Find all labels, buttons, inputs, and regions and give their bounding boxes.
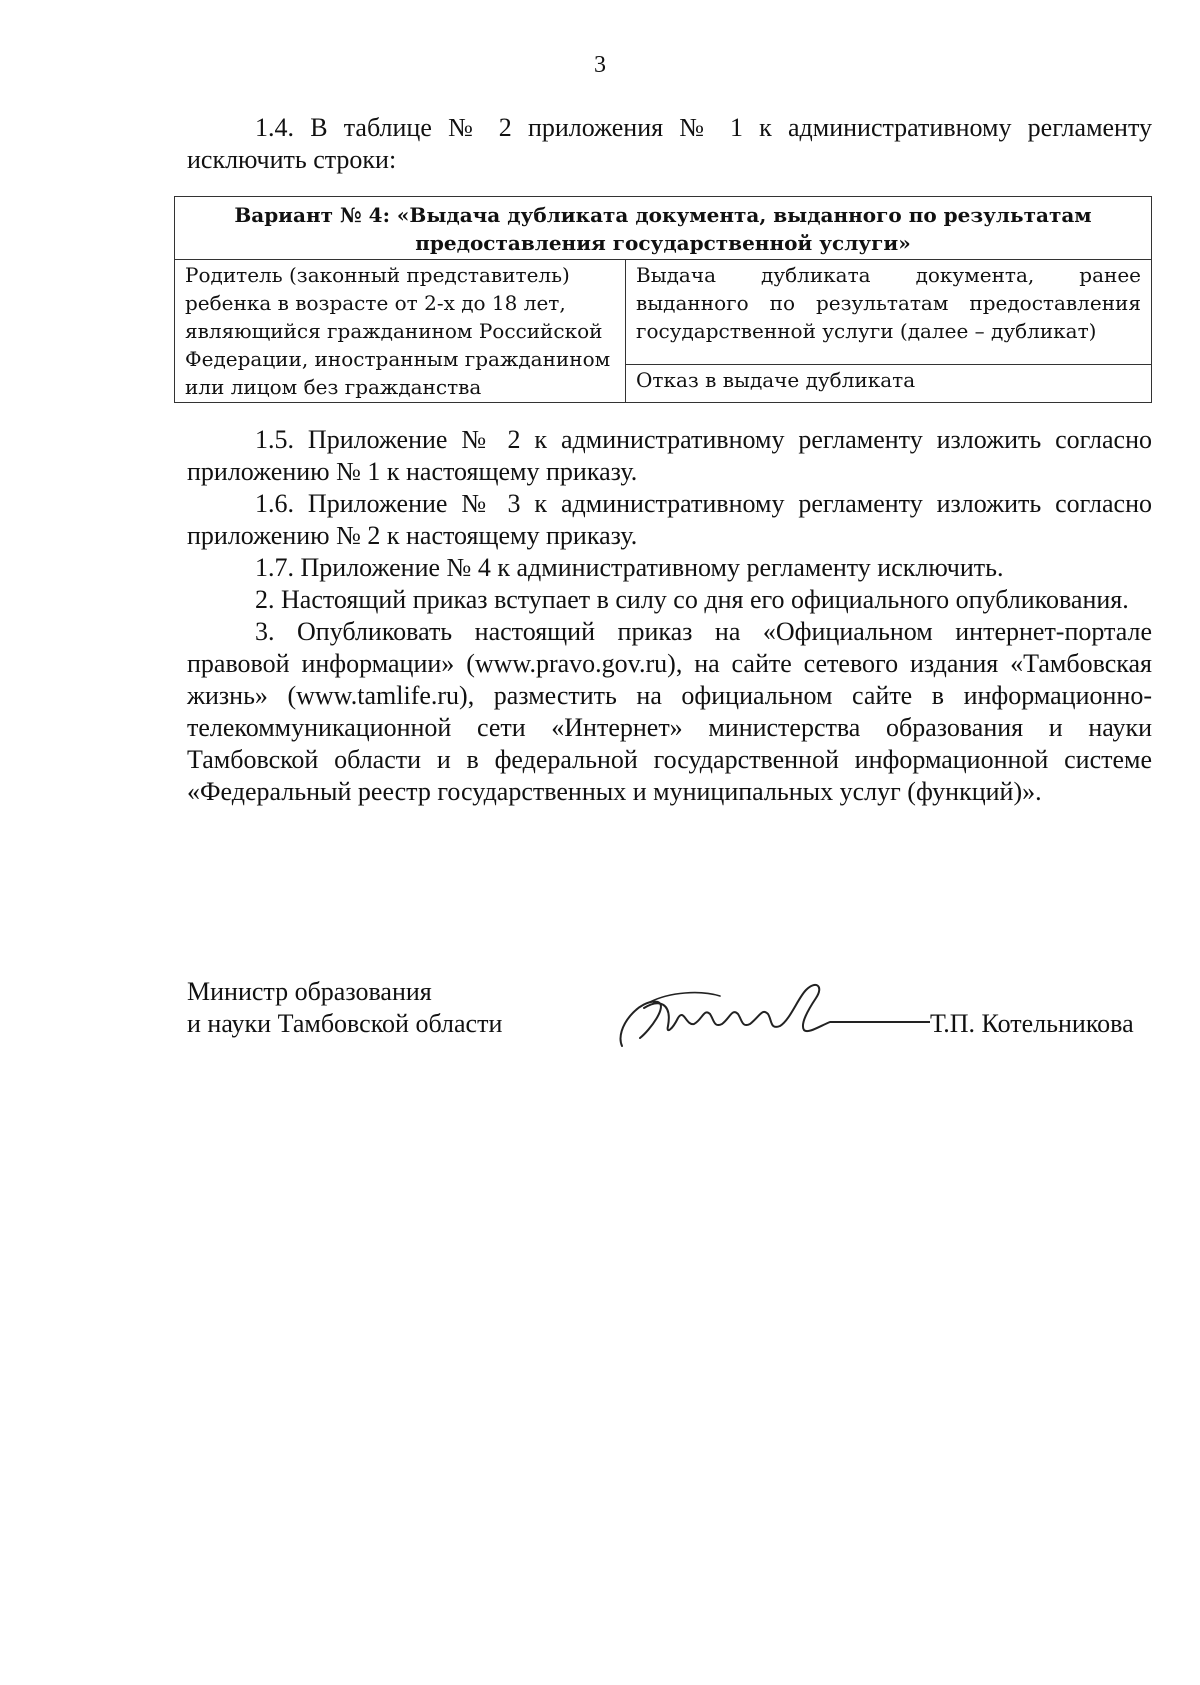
intro-section [187,112,1152,176]
paragraph-1-7: 1.7. Приложение № 4 к административному регламенту исключить. [255,553,1004,582]
table-row [175,260,1152,365]
result-cell-duplicate: Выдача дубликата документа, ранее выданного по результатам предоставления государственной услуги (далее – дубликат) [626,260,1152,365]
signatory-name: Т.П. Котельникова [930,1009,1134,1038]
handwritten-signature [610,968,930,1058]
applicant-cell: Родитель (законный представитель) ребенка в возрасте от 2-х до 18 лет, являющийся гражданином Российской Федерации, иностранным гражданином или лицом без гражданства [175,260,626,403]
order-paragraphs [187,424,1152,808]
excluded-rows-table [174,196,1152,403]
paragraph-3: 3. Опубликовать настоящий приказ на «Официальном интернет-портале правовой информации» (www.pravo.gov.ru), на сайте сетевого издания «Тамбовская жизнь» (www.tamlife.ru), разместить на официальном сайте в информационно-телекоммуникационной сети «Интернет» министерства образования и науки Тамбовской области и в федеральной государственной информационной системе «Федеральный реестр государственных и муниципальных услуг (функций)». [187,617,1152,806]
table-header-cell: Вариант № 4: «Выдача дубликата документа, выданного по результатам предоставления государственной услуги» [175,197,1152,260]
signatory-title [187,976,502,1040]
signatory-title-line-2: и науки Тамбовской области [187,1009,503,1038]
result-cell-refusal: Отказ в выдаче дубликата [626,365,1152,403]
paragraph-1-6: 1.6. Приложение № 3 к административному регламенту изложить согласно приложению № 2 к настоящему приказу. [187,489,1152,550]
paragraph-2: 2. Настоящий приказ вступает в силу со дня его официального опубликования. [255,585,1129,614]
signatory-title-line-1: Министр образования [187,977,432,1006]
intro-paragraph: 1.4. В таблице № 2 приложения № 1 к административному регламенту исключить строки: [187,113,1152,174]
page-number: 3 [594,52,606,78]
table-header-row [175,197,1152,260]
paragraph-1-5: 1.5. Приложение № 2 к административному регламенту изложить согласно приложению № 1 к настоящему приказу. [187,425,1152,486]
